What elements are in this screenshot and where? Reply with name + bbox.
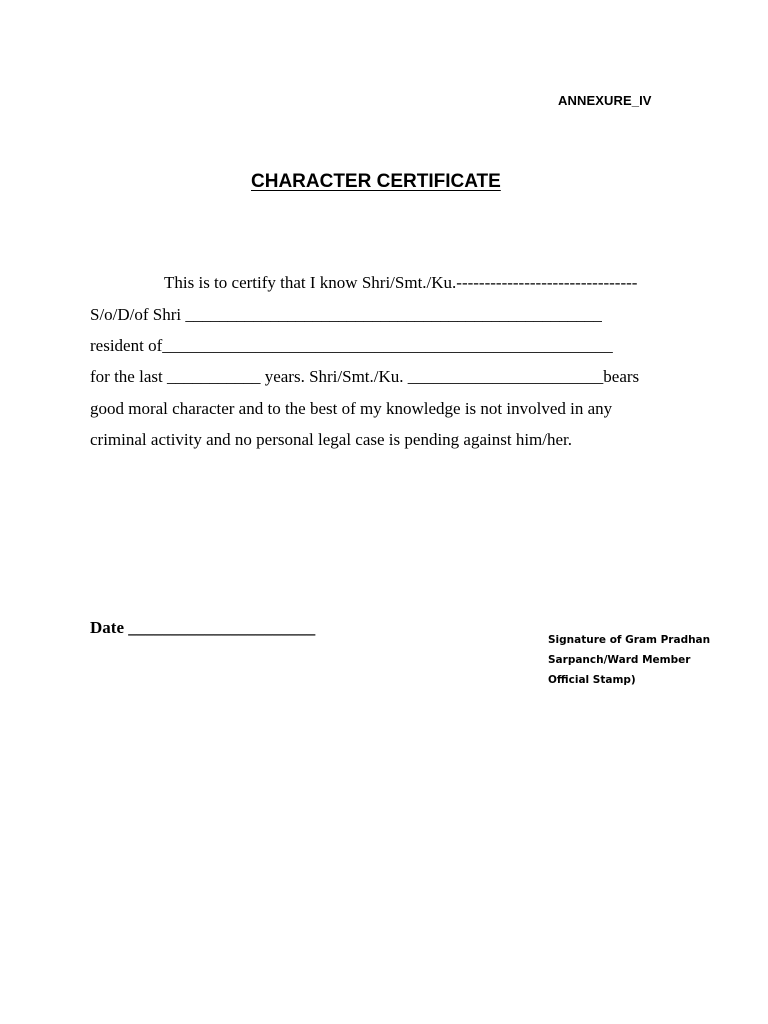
signature-line-1: Signature of Gram Pradhan xyxy=(548,634,711,646)
page-title: CHARACTER CERTIFICATE xyxy=(251,171,501,192)
body-line-1: This is to certify that I know Shri/Smt./Ku.-------------------------------- xyxy=(164,273,638,292)
date-field: Date ______________________ xyxy=(90,618,316,637)
body-line-4: for the last ___________ years. Shri/Smt./Ku. _______________________bears xyxy=(90,367,640,386)
body-line-6: criminal activity and no personal legal case is pending against him/her. xyxy=(90,430,573,449)
signature-line-3: Official Stamp) xyxy=(548,674,636,686)
body-line-2: S/o/D/of Shri _________________________________________________ xyxy=(90,305,602,324)
annexure-label: ANNEXURE_IV xyxy=(558,93,652,108)
body-line-5: good moral character and to the best of my knowledge is not involved in any xyxy=(90,399,613,418)
body-line-3: resident of_____________________________________________________ xyxy=(90,336,613,355)
signature-line-2: Sarpanch/Ward Member xyxy=(548,654,691,666)
